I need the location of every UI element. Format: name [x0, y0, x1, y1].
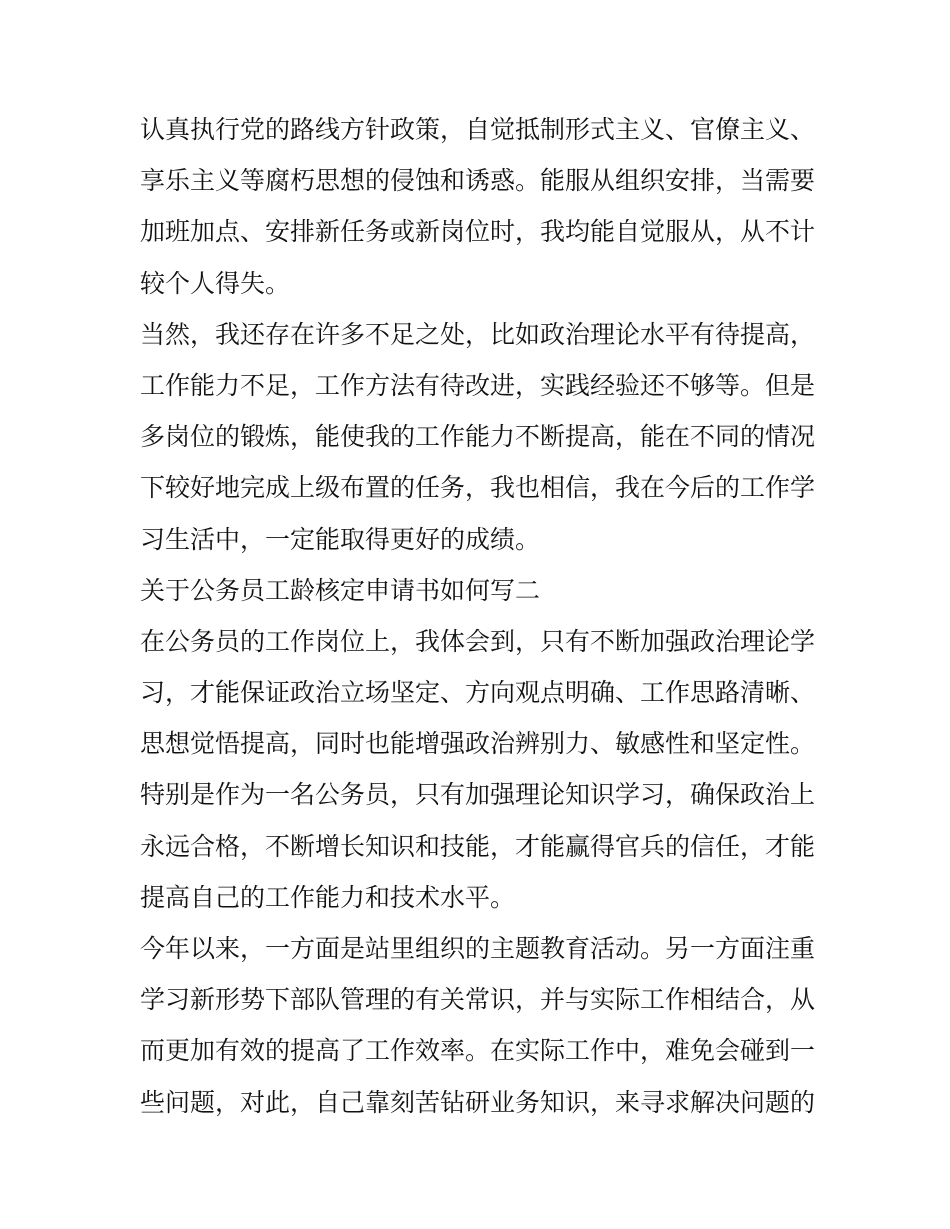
- text-line: 习，才能保证政治立场坚定、方向观点明确、工作思路清晰、: [140, 678, 816, 708]
- text-line: 多岗位的锻炼，能使我的工作能力不断提高，能在不同的情况: [140, 422, 816, 452]
- text-line: 下较好地完成上级布置的任务，我也相信，我在今后的工作学: [140, 473, 816, 503]
- text-line: 特别是作为一名公务员，只有加强理论知识学习，确保政治上: [140, 780, 816, 810]
- text-line: 永远合格，不断增长知识和技能，才能赢得官兵的信任，才能: [140, 831, 816, 861]
- text-line: 享乐主义等腐朽思想的侵蚀和诱惑。能服从组织安排，当需要: [140, 166, 816, 196]
- text-line: 提高自己的工作能力和技术水平。: [140, 882, 516, 912]
- text-line: 认真执行党的路线方针政策，自觉抵制形式主义、官僚主义、: [140, 115, 816, 144]
- text-line: 在公务员的工作岗位上，我体会到，只有不断加强政治理论学: [140, 626, 816, 656]
- text-line: 当然，我还存在许多不足之处，比如政治理论水平有待提高，: [140, 319, 816, 349]
- text-line: 而更加有效的提高了工作效率。在实际工作中，难免会碰到一: [140, 1036, 816, 1066]
- text-line: 加班加点、安排新任务或新岗位时，我均能自觉服从，从不计: [140, 217, 816, 247]
- text-line: 些问题，对此，自己靠刻苦钻研业务知识，来寻求解决问题的: [140, 1087, 816, 1117]
- text-line: 工作能力不足，工作方法有待改进，实践经验还不够等。但是: [140, 370, 816, 400]
- text-line: 今年以来，一方面是站里组织的主题教育活动。另一方面注重: [140, 934, 816, 963]
- section-heading: 关于公务员工龄核定申请书如何写二: [140, 575, 541, 605]
- text-line: 较个人得失。: [140, 268, 291, 298]
- text-line: 学习新形势下部队管理的有关常识，并与实际工作相结合，从: [140, 985, 816, 1015]
- document-body: [140, 104, 820, 1128]
- text-line: 习生活中，一定能取得更好的成绩。: [140, 524, 541, 554]
- text-line: 思想觉悟提高，同时也能增强政治辨别力、敏感性和坚定性。: [140, 729, 816, 759]
